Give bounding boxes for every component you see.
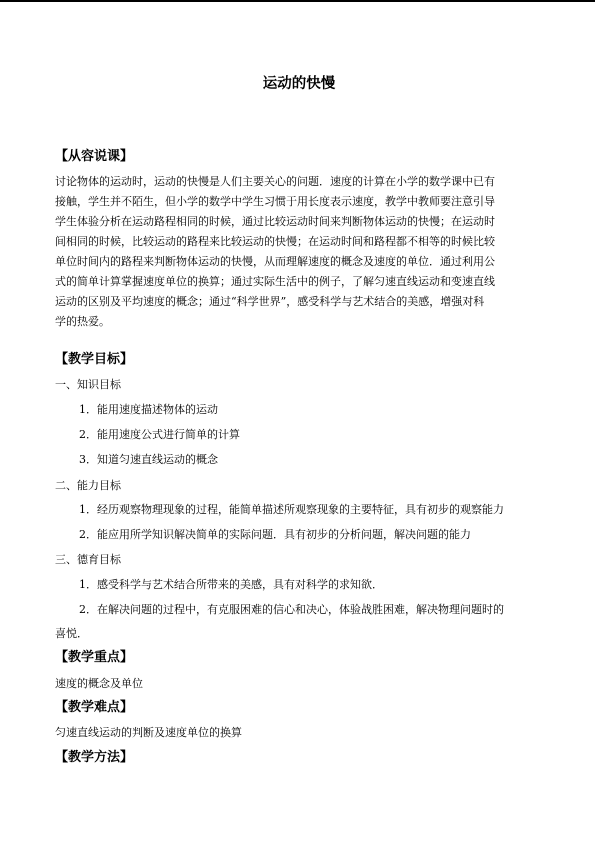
list-item: 1．能用速度描述物体的运动 <box>79 403 218 416</box>
paragraph-line: 式的简单计算掌握速度单位的换算；通过实际生活中的例子，了解匀速直线运动和变速直线 <box>55 275 495 288</box>
section-text-nan-dian: 匀速直线运动的判断及速度单位的换算 <box>55 726 242 739</box>
paragraph-line: 间相同的时候，比较运动的路程来比较运动的快慢；在运动时间和路程都不相等的时候比较 <box>55 235 495 248</box>
section-text-zhong-dian: 速度的概念及单位 <box>55 677 143 690</box>
list-item: 2．能用速度公式进行简单的计算 <box>79 428 240 441</box>
section-heading-jiao-xue-fang-fa: 【教学方法】 <box>55 750 134 765</box>
paragraph-line: 学生体验分析在运动路程相同的时候，通过比较运动时间来判断物体运动的快慢；在运动时 <box>55 215 495 228</box>
top-border-rule <box>0 0 595 2</box>
paragraph-line: 接触，学生并不陌生，但小学的数学中学生习惯于用长度表示速度，教学中教师要注意引导 <box>55 195 495 208</box>
list-item: 1．经历观察物理现象的过程，能简单描述所观察现象的主要特征，具有初步的观察能力 <box>79 503 504 516</box>
paragraph-cong-rong-shuo-ke <box>55 172 543 332</box>
list-item: 3．知道匀速直线运动的概念 <box>79 453 218 466</box>
subsection-label-zhishi: 一、知识目标 <box>55 378 121 391</box>
subsection-label-nengli: 二、能力目标 <box>55 479 121 492</box>
section-heading-jiao-xue-zhong-dian: 【教学重点】 <box>55 650 134 665</box>
paragraph-line: 运动的区别及平均速度的概念；通过“科学世界”，感受科学与艺术结合的美感，增强对科 <box>55 295 485 308</box>
list-item: 2．能应用所学知识解决简单的实际问题．具有初步的分析问题，解决问题的能力 <box>79 528 471 541</box>
list-item-continuation: 喜悦． <box>55 627 88 640</box>
list-item: 2．在解决问题的过程中，有克服困难的信心和决心，体验战胜困难，解决物理问题时的 <box>79 603 504 616</box>
paragraph-line: 讨论物体的运动时，运动的快慢是人们主要关心的问题．速度的计算在小学的数学课中已有 <box>55 175 495 188</box>
document-title: 运动的快慢 <box>262 76 336 92</box>
list-item: 1．感受科学与艺术结合所带来的美感，具有对科学的求知欲． <box>79 578 383 591</box>
subsection-label-deyu: 三、德育目标 <box>55 553 121 566</box>
paragraph-line: 单位时间内的路程来判断物体运动的快慢，从而理解速度的概念及速度的单位．通过利用公 <box>55 255 495 268</box>
paragraph-line: 学的热爱。 <box>55 315 110 328</box>
section-heading-jiao-xue-mu-biao: 【教学目标】 <box>55 352 134 367</box>
section-heading-cong-rong-shuo-ke: 【从容说课】 <box>55 149 134 164</box>
section-heading-jiao-xue-nan-dian: 【教学难点】 <box>55 700 134 715</box>
